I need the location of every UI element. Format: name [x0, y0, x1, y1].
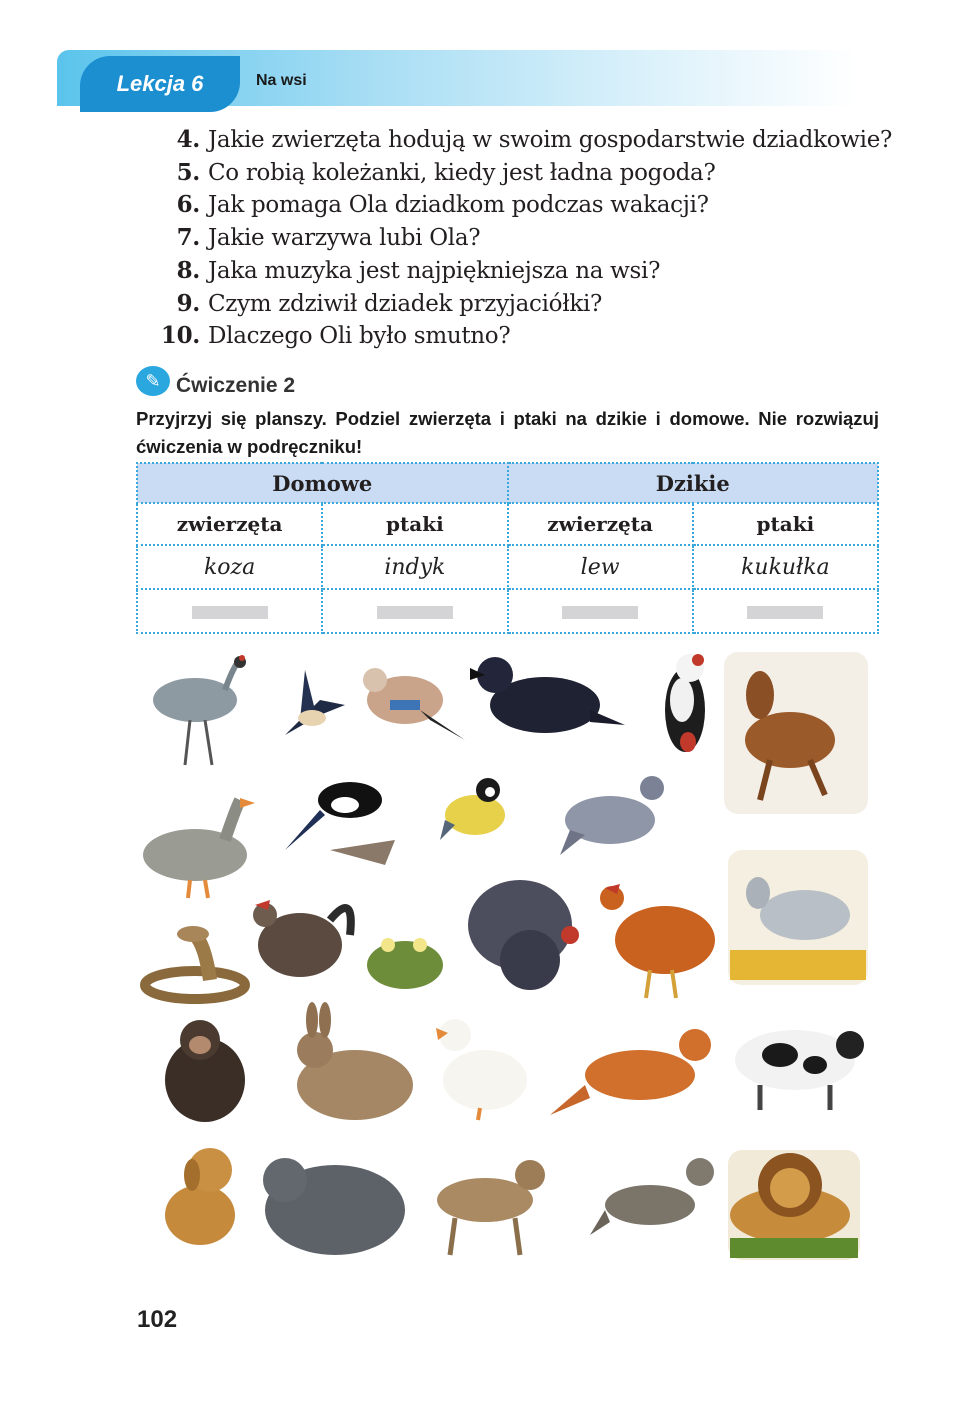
rooster-image	[253, 900, 351, 977]
horse-image	[724, 652, 868, 814]
rabbit-image	[297, 1002, 413, 1120]
column-header: zwierzęta	[137, 503, 322, 545]
column-header-row	[137, 503, 878, 545]
great-tit-image	[440, 778, 505, 840]
hen-image	[600, 884, 715, 998]
group-dzikie: Dzikie	[508, 463, 879, 503]
lesson-label: Lekcja 6	[116, 71, 204, 96]
question-item: 10. Dlaczego Oli było smutno?	[160, 322, 511, 350]
turkey-image	[468, 880, 579, 990]
blank-cell	[322, 589, 507, 633]
example-cell: lew	[508, 545, 693, 589]
example-cell: kukułka	[693, 545, 878, 589]
blank-cell	[508, 589, 693, 633]
question-item: 4. Jakie zwierzęta hodują w swoim gospodarstwie dziadkowie?	[176, 126, 893, 153]
jay-image	[363, 668, 465, 740]
goat-image	[728, 850, 868, 985]
blank-bar	[377, 606, 453, 619]
column-header: ptaki	[693, 503, 878, 545]
example-cell: koza	[137, 545, 322, 589]
column-header: ptaki	[322, 503, 507, 545]
frog-image	[367, 938, 443, 989]
question-item: 7. Jakie warzywa lubi Ola?	[176, 224, 481, 252]
goose-image	[143, 798, 255, 898]
raven-image	[470, 657, 625, 733]
blank-bar	[747, 606, 823, 619]
wolf-image	[437, 1160, 545, 1255]
fox-image	[550, 1029, 711, 1115]
lesson-topic: Na wsi	[256, 72, 307, 89]
lesson-tab	[80, 56, 240, 112]
page-number: 102	[137, 1306, 178, 1333]
classification-table	[136, 462, 879, 634]
dog-image	[165, 1148, 235, 1245]
snake-image	[145, 926, 245, 999]
blank-cell	[137, 589, 322, 633]
crane-image	[153, 655, 246, 765]
bear-image	[263, 1158, 405, 1255]
blank-cell	[693, 589, 878, 633]
pencil-icon: ✎	[136, 366, 170, 396]
question-item: 6. Jak pomaga Ola dziadkom podczas wakacji?	[176, 191, 709, 219]
exercise-title: Ćwiczenie 2	[176, 374, 296, 397]
group-header-row	[137, 463, 878, 503]
group-domowe: Domowe	[137, 463, 508, 503]
magpie-image	[285, 782, 395, 865]
blank-row	[137, 589, 878, 633]
question-item: 5. Co robią koleżanki, kiedy jest ładna pogoda?	[176, 158, 716, 186]
chimpanzee-image	[165, 1020, 245, 1122]
column-header: zwierzęta	[508, 503, 693, 545]
blank-bar	[562, 606, 638, 619]
question-item: 9. Czym zdziwił dziadek przyjaciółki?	[176, 289, 603, 317]
example-cell: indyk	[322, 545, 507, 589]
lion-image	[728, 1150, 860, 1260]
woodpecker-image	[665, 654, 705, 752]
cow-image	[735, 1030, 864, 1110]
example-row	[137, 545, 878, 589]
cat-image	[590, 1158, 714, 1235]
swallow-image	[285, 670, 345, 735]
duck-image	[436, 1019, 527, 1120]
question-list	[150, 124, 892, 353]
question-item: 8. Jaka muzyka jest najpiękniejsza na wsi?	[176, 256, 661, 284]
pigeon-image	[560, 776, 664, 855]
blank-bar	[192, 606, 268, 619]
exercise-instruction: Przyjrzyj się planszy. Podziel zwierzęta i ptaki na dzikie i domowe. Nie rozwiązuj ćwiczenia w podręczniku!	[136, 408, 879, 457]
